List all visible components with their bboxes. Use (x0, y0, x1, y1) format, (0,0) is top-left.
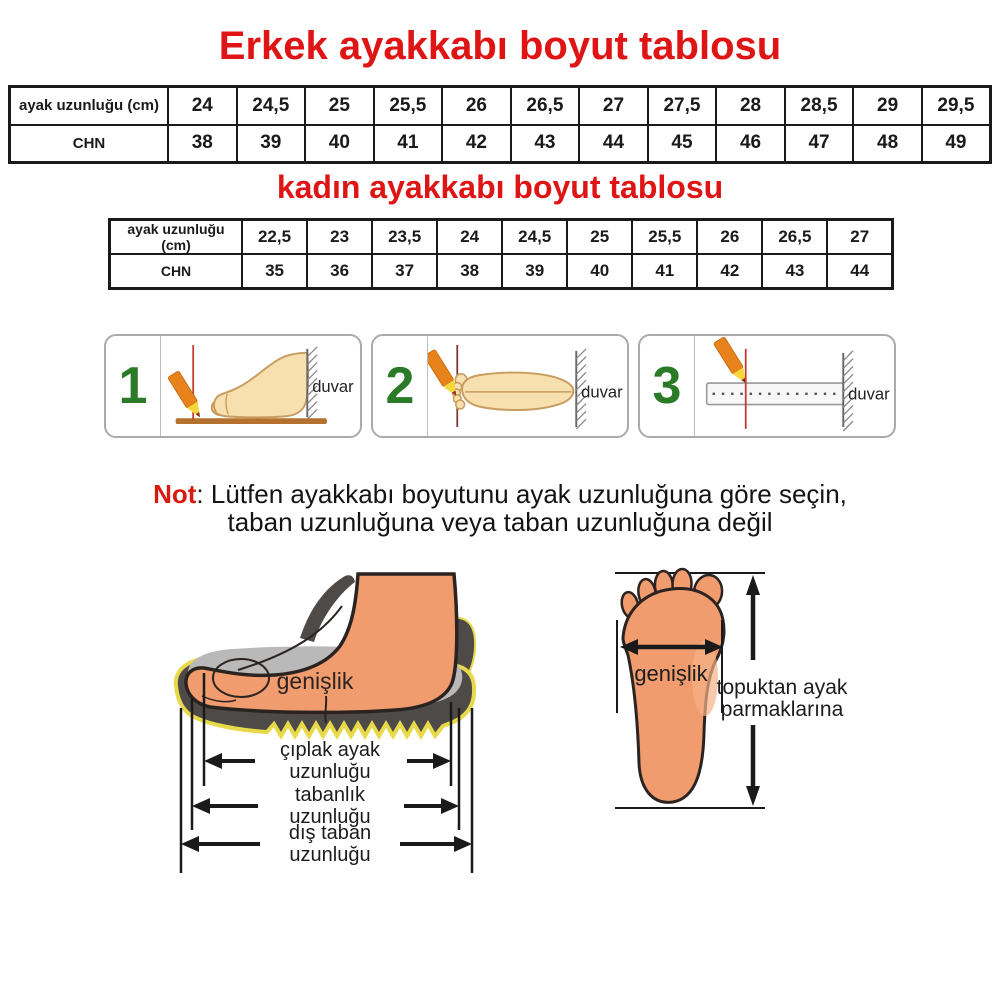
women-chn-row (110, 254, 893, 288)
outsole-length-label-line2: uzunluğu (289, 844, 371, 866)
size-cell: 41 (374, 125, 443, 163)
heel-to-toe-label-line2: parmaklarına (720, 698, 844, 721)
width-label: genişlik (634, 661, 708, 686)
top-foot-shape (452, 373, 573, 410)
women-size-table (108, 218, 894, 290)
size-cell: 48 (853, 125, 922, 163)
floor (176, 418, 327, 424)
step-1-illustration (161, 336, 360, 436)
size-cell: 39 (502, 254, 567, 288)
step-3-illustration (695, 336, 894, 436)
size-cell: 23,5 (372, 220, 437, 255)
size-cell: 43 (511, 125, 580, 163)
size-cell: 43 (762, 254, 827, 288)
size-cell: 24 (168, 87, 237, 125)
size-cell: 26,5 (511, 87, 580, 125)
measuring-steps (104, 334, 896, 438)
men-foot-length-row (10, 87, 991, 125)
size-cell: 24,5 (237, 87, 306, 125)
insole-length-label-line2: uzunluğu (289, 806, 371, 828)
size-cell: 44 (827, 254, 892, 288)
step-number: 1 (106, 336, 161, 436)
size-cell: 49 (922, 125, 991, 163)
size-cell: 28,5 (785, 87, 854, 125)
row-label-cell: ayak uzunluğu (cm) (110, 220, 243, 255)
step-card-1 (104, 334, 362, 438)
wall-label: duvar (848, 384, 890, 404)
women-size-table-title: kadın ayakkabı boyut tablosu (276, 169, 724, 205)
size-cell: 42 (442, 125, 511, 163)
barefoot-length-label-line1: çıplak ayak (279, 739, 381, 761)
size-cell: 26 (697, 220, 762, 255)
size-cell: 26 (442, 87, 511, 125)
advisory-note (0, 480, 1000, 536)
outsole-length-label-line1: dış taban (288, 822, 372, 844)
step-2-illustration (428, 336, 627, 436)
width-leader-line (325, 696, 326, 723)
size-cell: 24 (437, 220, 502, 255)
row-label-cell: CHN (110, 254, 243, 288)
size-cell: 38 (168, 125, 237, 163)
footprint-measurement-diagram (595, 558, 895, 848)
size-cell: 37 (372, 254, 437, 288)
size-cell: 25 (305, 87, 374, 125)
size-cell: 25,5 (632, 220, 697, 255)
size-cell: 42 (697, 254, 762, 288)
step-number: 2 (373, 336, 428, 436)
men-size-table-title: Erkek ayakkabı boyut tablosu (218, 24, 782, 68)
width-label: genişlik (276, 668, 354, 694)
note-text-line1: : Lütfen ayakkabı boyutunu ayak uzunluğuna göre seçin, (196, 479, 847, 509)
size-cell: 29 (853, 87, 922, 125)
size-cell: 46 (716, 125, 785, 163)
side-foot-measurement-diagram (140, 558, 510, 888)
note-text-line2: taban uzunluğuna veya taban uzunluğuna değil (227, 507, 773, 537)
row-label-cell: CHN (10, 125, 169, 163)
barefoot-length-label-line2: uzunluğu (289, 761, 371, 783)
size-cell: 22,5 (242, 220, 307, 255)
side-foot-shape (212, 353, 308, 418)
size-cell: 27,5 (648, 87, 717, 125)
size-cell: 23 (307, 220, 372, 255)
size-cell: 40 (567, 254, 632, 288)
wall-label: duvar (581, 382, 623, 402)
step-card-2 (371, 334, 629, 438)
size-cell: 40 (305, 125, 374, 163)
size-cell: 26,5 (762, 220, 827, 255)
size-cell: 25,5 (374, 87, 443, 125)
women-foot-length-row (110, 220, 893, 255)
men-chn-row (10, 125, 991, 163)
note-label: Not (153, 479, 197, 509)
size-cell: 44 (579, 125, 648, 163)
size-cell: 28 (716, 87, 785, 125)
step-number: 3 (640, 336, 695, 436)
insole-length-label-line1: tabanlık (294, 784, 366, 806)
size-cell: 25 (567, 220, 632, 255)
size-cell: 29,5 (922, 87, 991, 125)
pencil-icon (168, 371, 206, 421)
size-cell: 39 (237, 125, 306, 163)
men-size-table (8, 85, 992, 164)
wall-label: duvar (312, 376, 354, 396)
size-cell: 35 (242, 254, 307, 288)
size-cell: 36 (307, 254, 372, 288)
heel-to-toe-label-line1: topuktan ayak (716, 676, 848, 699)
size-cell: 45 (648, 125, 717, 163)
size-cell: 38 (437, 254, 502, 288)
size-cell: 27 (827, 220, 892, 255)
size-cell: 47 (785, 125, 854, 163)
size-cell: 41 (632, 254, 697, 288)
size-cell: 27 (579, 87, 648, 125)
step-card-3 (638, 334, 896, 438)
ruler (707, 383, 844, 404)
row-label-cell: ayak uzunluğu (cm) (10, 87, 169, 125)
size-cell: 24,5 (502, 220, 567, 255)
